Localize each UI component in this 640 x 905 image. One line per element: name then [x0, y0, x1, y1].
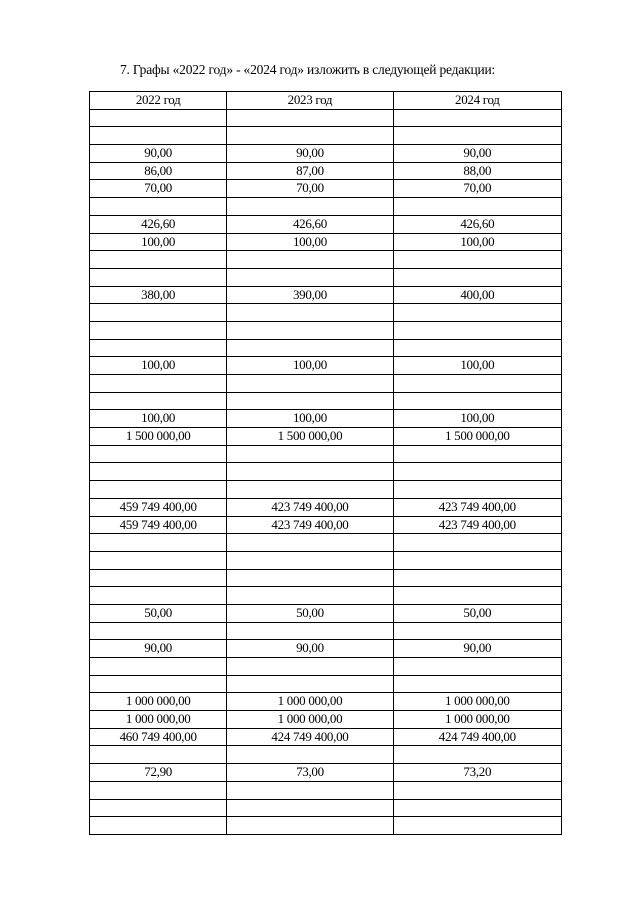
header-cell-2022: 2022 год: [90, 92, 227, 110]
table-cell: [227, 799, 393, 817]
table-cell: [227, 321, 393, 339]
table-row: [90, 162, 562, 180]
table-cell: [227, 551, 393, 569]
table-cell: 459 749 400,00: [90, 498, 227, 516]
table-cell: 73,20: [393, 764, 561, 782]
table-row: [90, 127, 562, 145]
table-cell: [90, 392, 227, 410]
table-row: [90, 711, 562, 729]
table-cell: 87,00: [227, 162, 393, 180]
table-cell: [227, 675, 393, 693]
table-cell: 423 749 400,00: [227, 498, 393, 516]
values-table: [89, 91, 562, 835]
table-cell: 90,00: [227, 145, 393, 163]
table-cell: [393, 127, 561, 145]
table-cell: 380,00: [90, 286, 227, 304]
table-cell: 1 000 000,00: [227, 693, 393, 711]
table-cell: [393, 375, 561, 393]
table-cell: [393, 304, 561, 322]
table-cell: [90, 339, 227, 357]
table-cell: [227, 569, 393, 587]
table-cell: 390,00: [227, 286, 393, 304]
table-row: [90, 799, 562, 817]
table-cell: [227, 463, 393, 481]
table-cell: 90,00: [90, 640, 227, 658]
table-cell: 86,00: [90, 162, 227, 180]
table-row: [90, 551, 562, 569]
table-row: [90, 339, 562, 357]
table-cell: 88,00: [393, 162, 561, 180]
table-cell: 70,00: [227, 180, 393, 198]
table-cell: [90, 675, 227, 693]
table-cell: [393, 534, 561, 552]
table-cell: [393, 109, 561, 127]
table-cell: 1 500 000,00: [90, 428, 227, 446]
table-row: [90, 658, 562, 676]
table-cell: 1 000 000,00: [393, 711, 561, 729]
table-cell: 400,00: [393, 286, 561, 304]
table-cell: 1 000 000,00: [227, 711, 393, 729]
table-row: [90, 781, 562, 799]
table-cell: 90,00: [393, 640, 561, 658]
table-row: [90, 817, 562, 835]
table-row: [90, 392, 562, 410]
table-row: [90, 445, 562, 463]
table-row: [90, 640, 562, 658]
table-cell: [393, 569, 561, 587]
table-row: [90, 321, 562, 339]
table-cell: [227, 658, 393, 676]
table-cell: 460 749 400,00: [90, 728, 227, 746]
table-cell: [90, 463, 227, 481]
table-cell: 1 000 000,00: [90, 711, 227, 729]
table-cell: [227, 268, 393, 286]
table-row: [90, 498, 562, 516]
table-cell: [227, 198, 393, 216]
table-row: [90, 428, 562, 446]
table-row: [90, 304, 562, 322]
table-cell: [90, 268, 227, 286]
table-cell: [90, 658, 227, 676]
table-cell: [90, 445, 227, 463]
table-cell: [227, 817, 393, 835]
table-cell: [393, 587, 561, 605]
table-cell: 70,00: [90, 180, 227, 198]
table-row: [90, 481, 562, 499]
table-cell: 459 749 400,00: [90, 516, 227, 534]
table-cell: [227, 587, 393, 605]
table-cell: [90, 799, 227, 817]
table-cell: [90, 251, 227, 269]
table-cell: [393, 339, 561, 357]
table-cell: 50,00: [90, 604, 227, 622]
table-cell: [90, 481, 227, 499]
table-cell: [90, 569, 227, 587]
table-cell: [393, 251, 561, 269]
table-cell: [90, 321, 227, 339]
table-row: [90, 569, 562, 587]
table-cell: 70,00: [393, 180, 561, 198]
table-row: [90, 375, 562, 393]
table-cell: [90, 375, 227, 393]
table-cell: [90, 109, 227, 127]
table-cell: [90, 781, 227, 799]
table-cell: 50,00: [227, 604, 393, 622]
table-cell: 426,60: [90, 215, 227, 233]
table-cell: [90, 622, 227, 640]
table-cell: [393, 481, 561, 499]
table-row: [90, 268, 562, 286]
table-cell: [393, 781, 561, 799]
table-cell: 100,00: [227, 410, 393, 428]
table-cell: [90, 551, 227, 569]
table-cell: [227, 392, 393, 410]
table-row: [90, 764, 562, 782]
table-row: [90, 233, 562, 251]
table-cell: 1 000 000,00: [393, 693, 561, 711]
table-row: [90, 622, 562, 640]
table-cell: [227, 109, 393, 127]
table-row: [90, 728, 562, 746]
table-cell: 426,60: [393, 215, 561, 233]
table-row: [90, 145, 562, 163]
table-cell: 423 749 400,00: [227, 516, 393, 534]
table-row: [90, 109, 562, 127]
table-cell: [393, 622, 561, 640]
table-cell: 100,00: [393, 410, 561, 428]
table-cell: [227, 781, 393, 799]
table-cell: [227, 127, 393, 145]
table-cell: [227, 304, 393, 322]
table-cell: 50,00: [393, 604, 561, 622]
table-cell: 423 749 400,00: [393, 498, 561, 516]
table-cell: 1 500 000,00: [393, 428, 561, 446]
table-cell: 90,00: [227, 640, 393, 658]
table-cell: [393, 268, 561, 286]
table-header-row: [90, 92, 562, 110]
table-cell: [393, 799, 561, 817]
table-cell: [227, 746, 393, 764]
table-row: [90, 587, 562, 605]
table-row: [90, 746, 562, 764]
header-cell-2023: 2023 год: [227, 92, 393, 110]
table-cell: [90, 746, 227, 764]
table-cell: [227, 251, 393, 269]
table-row: [90, 463, 562, 481]
table-cell: 1 000 000,00: [90, 693, 227, 711]
table-cell: [90, 127, 227, 145]
table-row: [90, 198, 562, 216]
table-cell: [227, 622, 393, 640]
table-cell: [393, 445, 561, 463]
table-cell: [90, 198, 227, 216]
values-table-body: [90, 92, 562, 835]
table-cell: [90, 587, 227, 605]
table-row: [90, 693, 562, 711]
table-cell: [393, 463, 561, 481]
table-cell: 100,00: [393, 357, 561, 375]
table-cell: [393, 746, 561, 764]
table-row: [90, 675, 562, 693]
table-cell: 90,00: [90, 145, 227, 163]
table-cell: [393, 321, 561, 339]
table-cell: 426,60: [227, 215, 393, 233]
table-row: [90, 215, 562, 233]
table-cell: [227, 445, 393, 463]
table-row: [90, 357, 562, 375]
table-cell: [393, 551, 561, 569]
table-cell: 100,00: [90, 357, 227, 375]
page-heading: 7. Графы «2022 год» - «2024 год» изложить в следующей редакции:: [120, 62, 496, 77]
table-cell: 100,00: [227, 233, 393, 251]
table-row: [90, 516, 562, 534]
table-cell: [393, 392, 561, 410]
table-cell: 73,00: [227, 764, 393, 782]
table-row: [90, 604, 562, 622]
header-cell-2024: 2024 год: [393, 92, 561, 110]
table-cell: 72,90: [90, 764, 227, 782]
table-cell: [393, 817, 561, 835]
table-row: [90, 534, 562, 552]
table-cell: [393, 675, 561, 693]
table-cell: 424 749 400,00: [227, 728, 393, 746]
table-row: [90, 286, 562, 304]
table-cell: [227, 534, 393, 552]
table-cell: 100,00: [227, 357, 393, 375]
table-cell: 100,00: [90, 233, 227, 251]
table-cell: [227, 481, 393, 499]
table-row: [90, 410, 562, 428]
table-cell: [227, 375, 393, 393]
table-row: [90, 180, 562, 198]
table-cell: [393, 658, 561, 676]
table-cell: 90,00: [393, 145, 561, 163]
table-cell: 1 500 000,00: [227, 428, 393, 446]
table-cell: 100,00: [393, 233, 561, 251]
table-cell: 423 749 400,00: [393, 516, 561, 534]
table-cell: [227, 339, 393, 357]
table-cell: [90, 817, 227, 835]
table-cell: 100,00: [90, 410, 227, 428]
table-cell: [90, 304, 227, 322]
table-cell: [393, 198, 561, 216]
table-row: [90, 251, 562, 269]
table-cell: [90, 534, 227, 552]
table-cell: 424 749 400,00: [393, 728, 561, 746]
